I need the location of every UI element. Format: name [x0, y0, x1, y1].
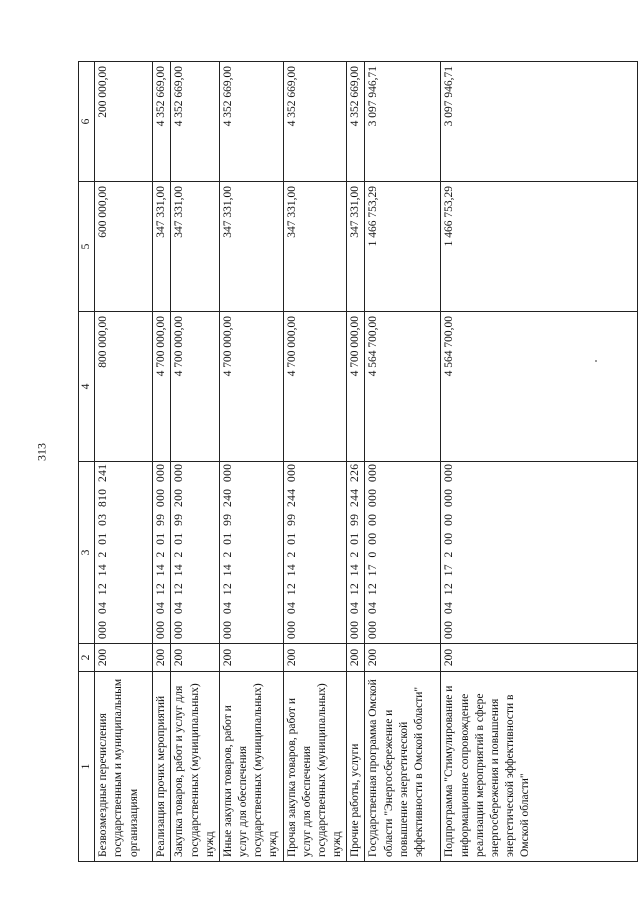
row-name: Прочие работы, услуги: [347, 672, 365, 862]
row-col5: 347 331,00: [347, 182, 365, 312]
row-col6: 4 352 669,00: [347, 62, 365, 182]
row-col6: 4 352 669,00: [171, 62, 220, 182]
row-name: Безвозмездные перечисления государственным и муниципальным организациям: [95, 672, 153, 862]
table-row: [283, 62, 347, 862]
row-code: 000 04 12 14 2 01 99 244 000: [283, 462, 347, 644]
row-col5: 347 331,00: [219, 182, 283, 312]
row-col5: 600 000,00: [95, 182, 153, 312]
row-col2: 200: [283, 644, 347, 672]
row-name: Закупка товаров, работ и услуг для государственных (муниципальных) нужд: [171, 672, 220, 862]
row-col2: 200: [171, 644, 220, 672]
table-row: [365, 62, 441, 862]
row-name: Государственная программа Омской области "Энергосбережение и повышение энергетической эффективности в Омской области": [365, 672, 441, 862]
row-col5: 347 331,00: [171, 182, 220, 312]
row-col6: 3 097 946,71: [365, 62, 441, 182]
row-name: Подпрограмма "Стимулирование и информационное сопровождение реализации мероприятий в сфере энергосбережения и повышения энергетической эффективности в Омской области": [441, 672, 638, 862]
row-col4: 4 564 700,00: [441, 312, 638, 462]
row-col2: 200: [95, 644, 153, 672]
row-code: 000 04 12 14 2 01 99 240 000: [219, 462, 283, 644]
row-col6: 3 097 946,71: [441, 62, 638, 182]
row-code: 000 04 12 17 0 00 00 000 000: [365, 462, 441, 644]
budget-table: [78, 61, 638, 862]
row-col6: 4 352 669,00: [283, 62, 347, 182]
row-col6: 4 352 669,00: [219, 62, 283, 182]
row-code: 000 04 12 17 2 00 00 000 000: [441, 462, 638, 644]
row-col4: 4 700 000,00: [171, 312, 220, 462]
row-col4: 4 700 000,00: [283, 312, 347, 462]
budget-table-rotated: [78, 62, 638, 862]
row-col2: 200: [219, 644, 283, 672]
row-col4: 800 000,00: [95, 312, 153, 462]
row-col5: 347 331,00: [153, 182, 171, 312]
row-code: 000 04 12 14 2 01 03 810 241: [95, 462, 153, 644]
page-number: 313: [34, 443, 49, 461]
row-code: 000 04 12 14 2 01 99 244 226: [347, 462, 365, 644]
table-row: [171, 62, 220, 862]
table-row: [95, 62, 153, 862]
table-row: [153, 62, 171, 862]
table-row: [219, 62, 283, 862]
table-row: [347, 62, 365, 862]
row-col4: 4 564 700,00: [365, 312, 441, 462]
header-cell: 6: [79, 62, 95, 182]
row-col5: 1 466 753,29: [441, 182, 638, 312]
row-col5: 1 466 753,29: [365, 182, 441, 312]
row-name: Иные закупки товаров, работ и услуг для обеспечения государственных (муниципальных) нужд: [219, 672, 283, 862]
header-cell: 3: [79, 462, 95, 644]
header-cell: 5: [79, 182, 95, 312]
header-cell: 4: [79, 312, 95, 462]
header-cell: 2: [79, 644, 95, 672]
row-col4: 4 700 000,00: [347, 312, 365, 462]
row-col6: 4 352 669,00: [153, 62, 171, 182]
row-code: 000 04 12 14 2 01 99 200 000: [171, 462, 220, 644]
header-row: [79, 62, 95, 862]
row-name: Прочая закупка товаров, работ и услуг для обеспечения государственных (муниципальных) нужд: [283, 672, 347, 862]
row-col2: 200: [153, 644, 171, 672]
header-cell: 1: [79, 672, 95, 862]
row-col6: 200 000,00: [95, 62, 153, 182]
row-col4: 4 700 000,00: [153, 312, 171, 462]
row-col2: 200: [365, 644, 441, 672]
row-col5: 347 331,00: [283, 182, 347, 312]
table-row: [441, 62, 638, 862]
row-code: 000 04 12 14 2 01 99 000 000: [153, 462, 171, 644]
row-name: Реализация прочих мероприятий: [153, 672, 171, 862]
row-col2: 200: [347, 644, 365, 672]
row-col4: 4 700 000,00: [219, 312, 283, 462]
row-col2: 200: [441, 644, 638, 672]
